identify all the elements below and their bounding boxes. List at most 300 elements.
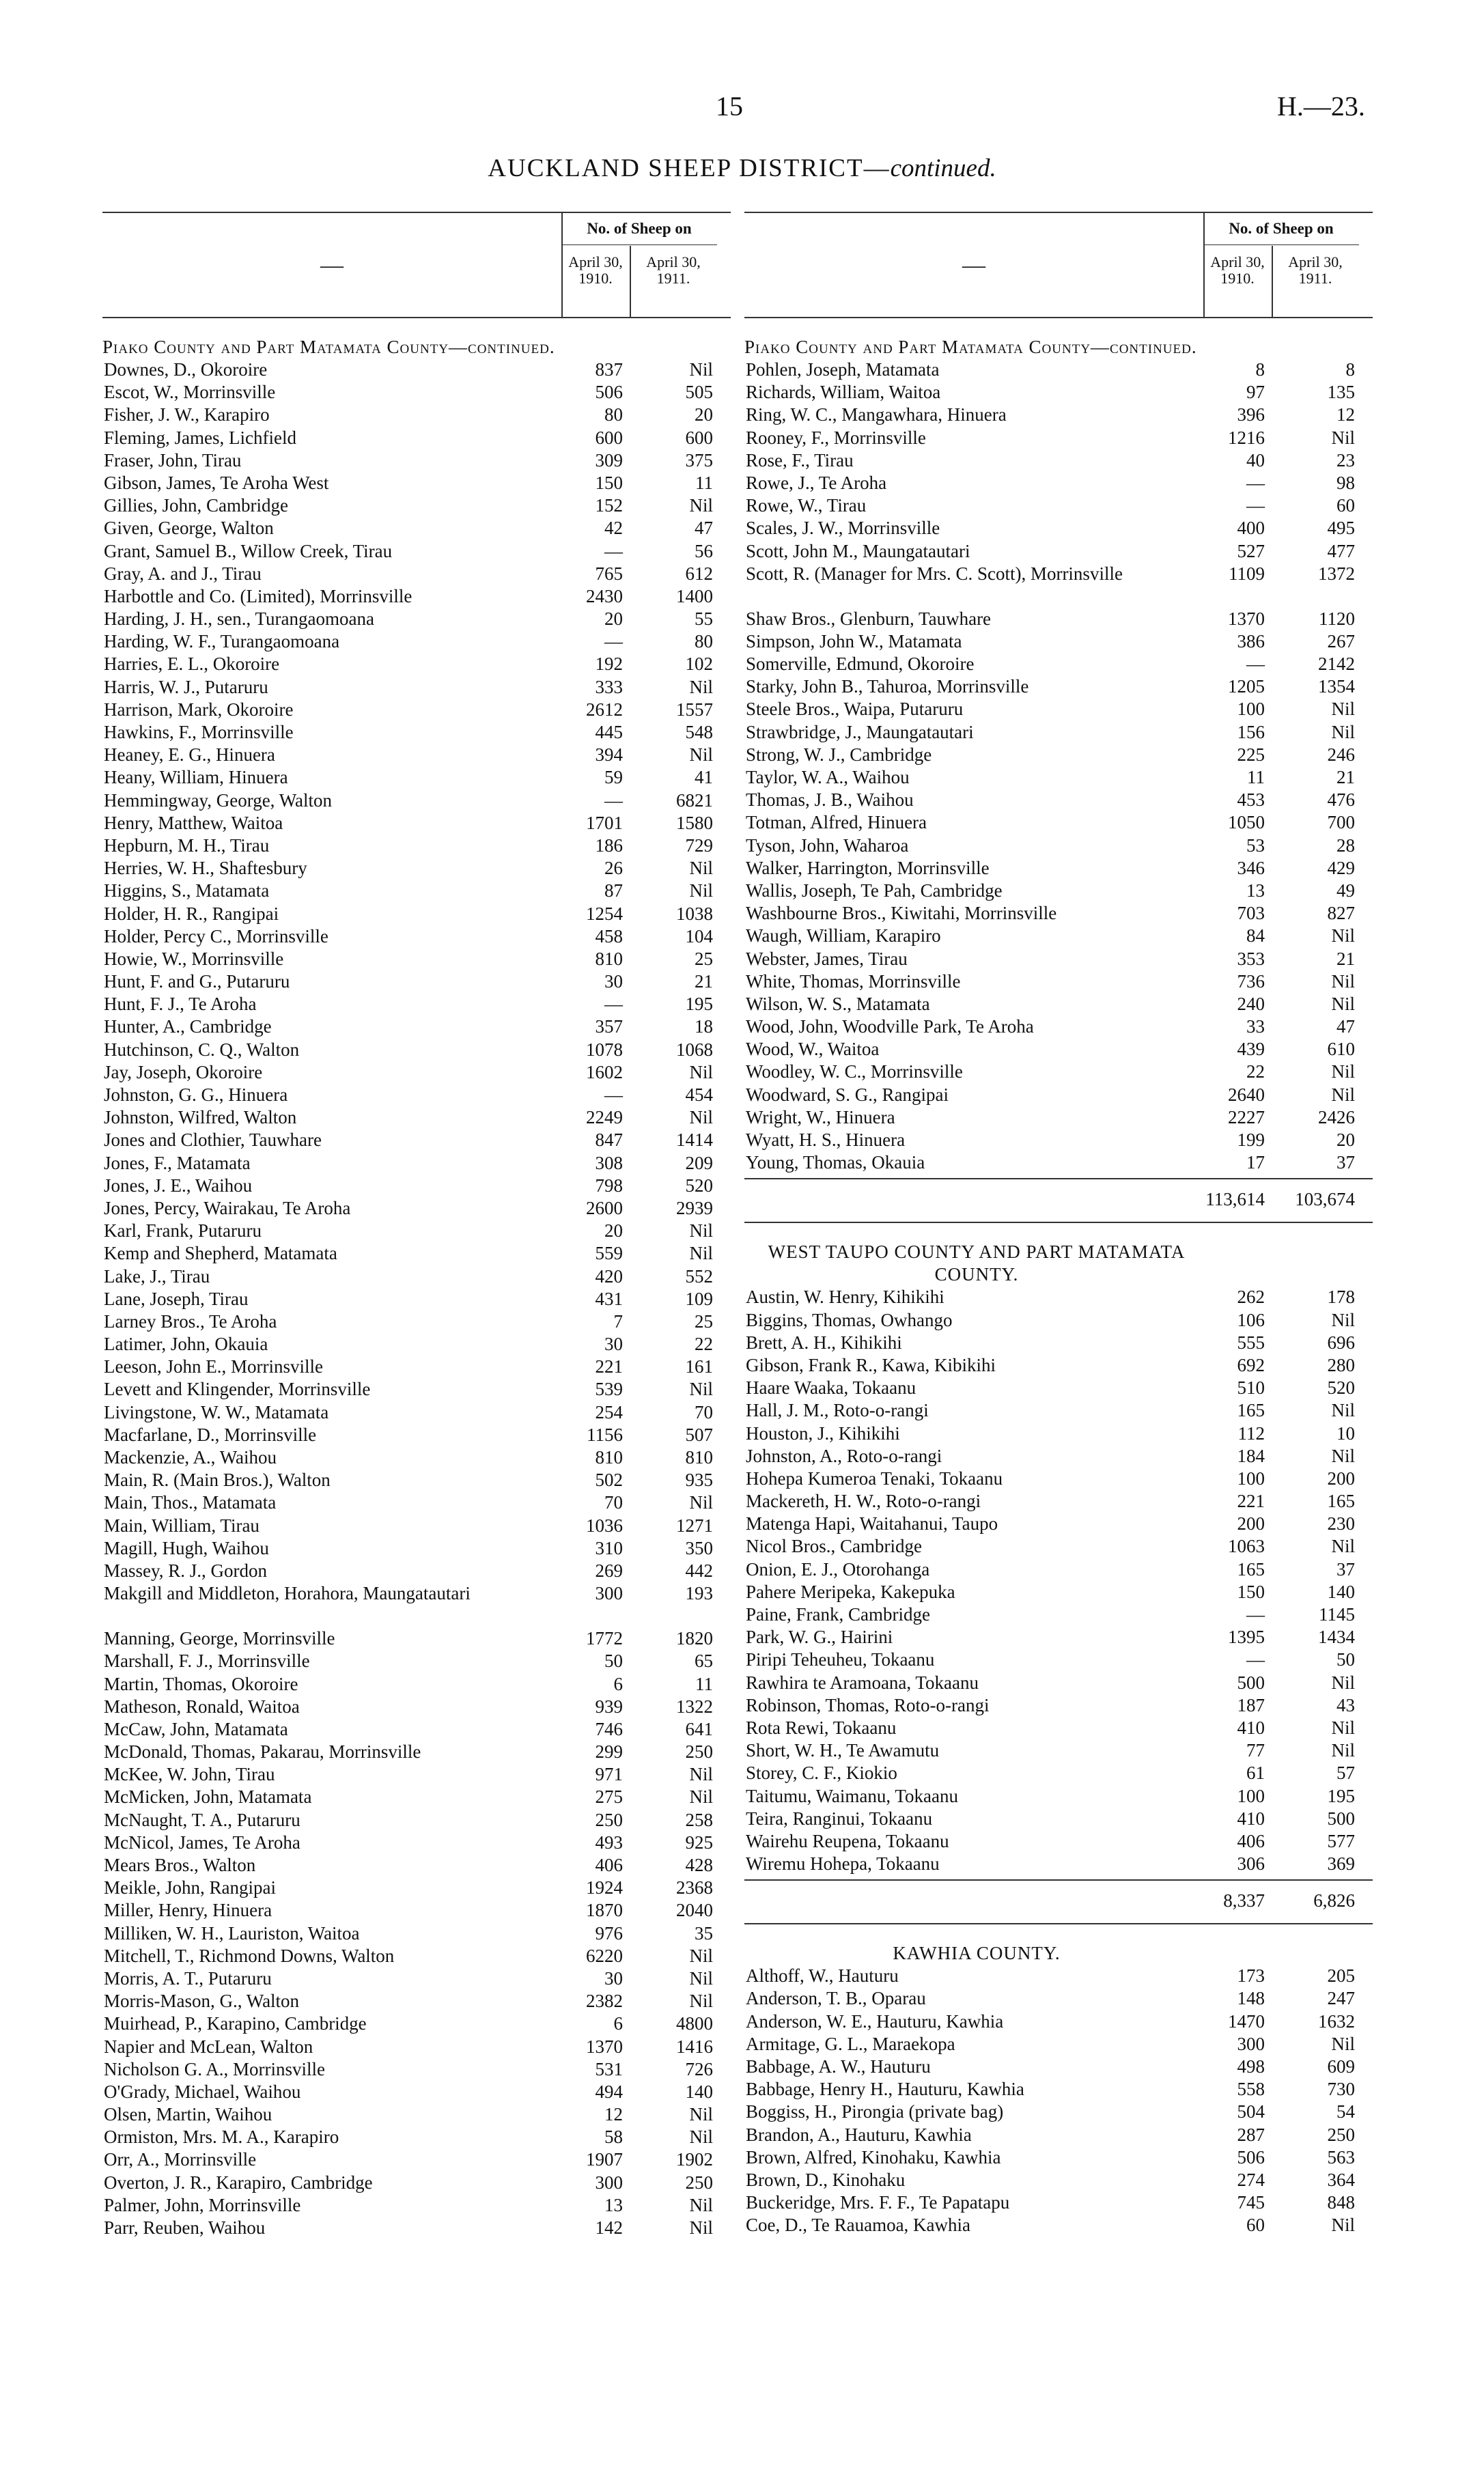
year-1910-header (1203, 254, 1272, 287)
sheep-count-header: No. of Sheep on (1203, 220, 1359, 245)
title-suffix: continued. (890, 154, 996, 182)
sheep-1910: 187 (1237, 1694, 1265, 1715)
sheep-1910: 17 (1246, 1152, 1265, 1173)
owner-name: Rose, F., Tirau (746, 449, 854, 471)
sheep-1911: 280 (1327, 1354, 1355, 1375)
sheep-1910: 498 (1237, 2056, 1265, 2077)
owner-name: Onion, E. J., Otorohanga (746, 1558, 930, 1580)
table-row (102, 789, 731, 812)
sheep-1911: 10 (1336, 1422, 1355, 1444)
owner-name: Brown, D., Kinohaku (746, 2169, 906, 2190)
sheep-1910: 50 (604, 1651, 623, 1672)
table-row (744, 1853, 1373, 1875)
sheep-1911: 140 (685, 2081, 713, 2102)
table-row (102, 1129, 731, 1151)
sheep-1910: 30 (604, 1334, 623, 1355)
owner-name: Wallis, Joseph, Te Pah, Cambridge (746, 880, 1003, 901)
sheep-1911: 250 (685, 1741, 713, 1763)
table-row (744, 675, 1373, 698)
table-row (102, 948, 731, 970)
sheep-1911: 500 (1327, 1808, 1355, 1829)
table-row (744, 2056, 1373, 2078)
owner-name: Mears Bros., Walton (104, 1855, 256, 1875)
table-row (744, 1717, 1373, 1739)
owner-name: Hunt, F. and G., Putaruru (104, 971, 290, 992)
sheep-1910: 333 (595, 676, 623, 697)
sheep-1910: 353 (1237, 948, 1265, 969)
table-row (744, 1649, 1373, 1671)
table-row (744, 744, 1373, 766)
sheep-1911: 827 (1327, 903, 1355, 924)
sheep-1910: 299 (595, 1741, 623, 1763)
table-row (102, 2217, 731, 2239)
table-row (744, 970, 1373, 993)
table-row (744, 993, 1373, 1015)
header-line: 1911. (656, 270, 690, 287)
table-row (102, 1220, 731, 1242)
table-row (102, 472, 731, 494)
table-row (102, 880, 731, 902)
owner-name: Hohepa Kumeroa Tenaki, Tokaanu (746, 1468, 1003, 1489)
sheep-1911: Nil (689, 1764, 713, 1785)
table-row (744, 1785, 1373, 1808)
sheep-1911: 505 (685, 382, 713, 403)
sheep-1911: Nil (689, 1243, 713, 1264)
sheep-1910: 287 (1237, 2124, 1265, 2145)
owner-name: Wright, W., Hinuera (746, 1106, 895, 1127)
sheep-1911: Nil (1331, 1740, 1355, 1761)
sheep-1911: 429 (1327, 857, 1355, 878)
owner-name: Olsen, Martin, Waihou (104, 2104, 272, 2125)
owner-name: McDonald, Thomas, Pakarau, Morrinsville (104, 1741, 421, 1763)
table-row (102, 1356, 731, 1378)
sheep-1911: 1354 (1318, 676, 1355, 697)
sheep-1911: Nil (1331, 699, 1355, 720)
sheep-1911: 23 (1336, 449, 1355, 471)
table-row (744, 811, 1373, 834)
table-row (102, 381, 731, 404)
table-row (744, 2214, 1373, 2236)
table-row (744, 1038, 1373, 1061)
header-line: April 30, (1210, 253, 1265, 270)
owner-name: Parr, Reuben, Waihou (104, 2217, 266, 2238)
table-row (744, 2010, 1373, 2033)
sheep-1910: 1156 (587, 1424, 623, 1445)
section-heading: KAWHIA COUNTY. (893, 1943, 1061, 1964)
sheep-1910: 600 (595, 427, 623, 448)
sheep-1910: 976 (595, 1922, 623, 1944)
sheep-1910: 406 (1237, 1830, 1265, 1851)
sheep-1911: 195 (1327, 1785, 1355, 1806)
sheep-1911: 18 (695, 1016, 713, 1037)
table-row (102, 1333, 731, 1356)
owner-name: Miller, Henry, Hinuera (104, 1900, 272, 1921)
owner-name: Storey, C. F., Kiokio (746, 1763, 897, 1784)
table-row (102, 608, 731, 630)
page-number: 15 (716, 91, 743, 122)
table-row (102, 630, 731, 653)
sheep-1910: 300 (595, 1583, 623, 1604)
table-row (102, 1015, 731, 1038)
sheep-1911: 1557 (676, 699, 713, 720)
sheep-1910: 2382 (586, 1991, 623, 2012)
owner-name: Jay, Joseph, Okoroire (104, 1061, 263, 1082)
sheep-1910: 559 (595, 1243, 623, 1264)
sheep-1911: 552 (685, 1265, 713, 1287)
sheep-1911: 104 (685, 925, 713, 946)
table-row (102, 585, 731, 608)
sheep-1911: 28 (1336, 835, 1355, 856)
sheep-1910: 837 (595, 359, 623, 380)
sheep-1911: 140 (1327, 1581, 1355, 1602)
sheep-1910: 502 (595, 1470, 623, 1491)
sheep-1911: Nil (1331, 1672, 1355, 1693)
sheep-1910: 1395 (1228, 1627, 1265, 1648)
sheep-1910: 199 (1237, 1130, 1265, 1150)
owner-name: Shaw Bros., Glenburn, Tauwhare (746, 608, 992, 629)
sheep-1910: 2227 (1228, 1106, 1265, 1127)
sheep-1910: 100 (1237, 1785, 1265, 1806)
table-row (744, 1354, 1373, 1377)
table-row (102, 1537, 731, 1560)
owner-name: Heany, William, Hinuera (104, 767, 288, 788)
table-row (744, 766, 1373, 789)
table-row (744, 1513, 1373, 1535)
owner-name: Taylor, W. A., Waihou (746, 767, 910, 787)
sheep-1911: 935 (685, 1470, 713, 1491)
header-dash: — (320, 253, 344, 278)
sheep-1911: Nil (1331, 925, 1355, 946)
table-row (102, 517, 731, 539)
total-row (744, 1879, 1373, 1924)
owner-name: Nicol Bros., Cambridge (746, 1536, 922, 1557)
sheep-1911: 2040 (676, 1900, 713, 1921)
table-row (102, 1763, 731, 1786)
sheep-1910: 1470 (1228, 2010, 1265, 2032)
owner-name: Napier and McLean, Walton (104, 2036, 313, 2057)
sheep-1910: 504 (1237, 2101, 1265, 2122)
sheep-1911: Nil (689, 2104, 713, 2125)
owner-name: Young, Thomas, Okauia (746, 1152, 925, 1173)
sheep-1911: 247 (1327, 1988, 1355, 2009)
sheep-1910: 2430 (586, 585, 623, 606)
table-row (744, 2101, 1373, 2123)
owner-name: Morris, A. T., Putaruru (104, 1967, 272, 1989)
header-line: 1910. (578, 270, 613, 287)
table-row (102, 2036, 731, 2058)
sheep-1911: 1400 (676, 585, 713, 606)
sheep-1910: 420 (595, 1265, 623, 1287)
sheep-1911: Nil (689, 858, 713, 879)
sheep-1911: 495 (1327, 518, 1355, 539)
table-row (102, 1288, 731, 1310)
table-row (744, 1106, 1373, 1129)
sheep-1910: 346 (1237, 857, 1265, 878)
table-row (744, 1399, 1373, 1422)
sheep-1910: 84 (1246, 925, 1265, 946)
table-row (102, 1401, 731, 1424)
year-1911-header (1272, 254, 1359, 287)
sheep-1910: 61 (1246, 1763, 1265, 1784)
owner-name: Macfarlane, D., Morrinsville (104, 1424, 317, 1445)
owner-name: Ormiston, Mrs. M. A., Karapiro (104, 2127, 339, 2148)
sheep-1911: 25 (695, 1310, 713, 1332)
owner-name: Biggins, Thomas, Owhango (746, 1309, 953, 1330)
owner-name: Karl, Frank, Putaruru (104, 1220, 262, 1242)
sheep-1910: 33 (1246, 1016, 1265, 1037)
table-row (102, 993, 731, 1015)
sheep-1911: 1372 (1318, 563, 1355, 584)
owner-name: Anderson, T. B., Oparau (746, 1988, 926, 2009)
sheep-1910: 150 (1237, 1581, 1265, 1602)
owner-name: Thomas, J. B., Waihou (746, 789, 914, 811)
sheep-1910: 13 (1246, 880, 1265, 901)
owner-name: Houston, J., Kihikihi (746, 1422, 900, 1444)
sheep-1910: 539 (595, 1379, 623, 1400)
sheep-1910: 439 (1237, 1039, 1265, 1060)
table-row (102, 1152, 731, 1175)
total-1910: 113,614 (1205, 1189, 1265, 1210)
sheep-1911: 37 (1336, 1152, 1355, 1173)
owner-name: Main, R. (Main Bros.), Walton (104, 1470, 331, 1491)
sheep-1910: 59 (604, 767, 623, 788)
table-row (102, 2126, 731, 2148)
table-row (744, 1309, 1373, 1332)
sheep-1911: 1068 (676, 1039, 713, 1060)
owner-name: Harries, E. L., Okoroire (104, 654, 280, 675)
sheep-1911: 35 (695, 1922, 713, 1944)
sheep-1910: — (1246, 472, 1265, 493)
owner-name: Richards, William, Waitoa (746, 382, 941, 403)
sheep-1911: 520 (685, 1175, 713, 1196)
sheep-1911: 246 (1327, 744, 1355, 765)
sheep-1910: 1050 (1228, 812, 1265, 833)
owner-name: Anderson, W. E., Hauturu, Kawhia (746, 2010, 1004, 2032)
page-reference: H.—23. (1277, 91, 1365, 122)
table-row (102, 2172, 731, 2194)
owner-name: Wood, John, Woodville Park, Te Aroha (746, 1016, 1034, 1037)
owner-name: Johnston, A., Roto-o-rangi (746, 1445, 942, 1466)
sheep-1910: 6 (613, 2013, 623, 2034)
sheep-1910: 357 (595, 1016, 623, 1037)
table-row (102, 494, 731, 517)
sheep-1911: 442 (685, 1560, 713, 1581)
table-row (744, 1694, 1373, 1717)
owner-name: Wood, W., Waitoa (746, 1039, 880, 1060)
owner-name: Massey, R. J., Gordon (104, 1560, 267, 1581)
sheep-1911: 56 (695, 540, 713, 561)
sheep-1911: 726 (685, 2058, 713, 2079)
table-row (744, 1987, 1373, 2010)
sheep-1910: 506 (1237, 2146, 1265, 2168)
table-row (102, 1718, 731, 1741)
table-row (102, 925, 731, 948)
table-row (102, 1854, 731, 1877)
sheep-1910: 1063 (1228, 1536, 1265, 1557)
left-column (102, 212, 731, 2239)
table-row (102, 404, 731, 426)
table-row (744, 1739, 1373, 1762)
sheep-1911: 2142 (1318, 654, 1355, 675)
sheep-1911: Nil (689, 2194, 713, 2215)
sheep-1911: 20 (1336, 1130, 1355, 1150)
sheep-1910: 458 (595, 925, 623, 946)
sheep-1911: 55 (695, 608, 713, 630)
owner-name: Gibson, James, Te Aroha West (104, 472, 329, 493)
sheep-1911: Nil (1331, 1084, 1355, 1105)
section-heading: WEST TAUPO COUNTY AND PART MATAMATA COUNTY. (768, 1242, 1186, 1285)
owner-name: Scott, R. (Manager for Mrs. C. Scott), Morrinsville (746, 563, 1123, 584)
sheep-1910: 97 (1246, 382, 1265, 403)
sheep-1910: 406 (595, 1855, 623, 1875)
table-row (744, 1830, 1373, 1853)
sheep-1910: 1216 (1228, 427, 1265, 448)
owner-name: Lane, Joseph, Tirau (104, 1288, 249, 1309)
sheep-1911: 65 (695, 1651, 713, 1672)
owner-name: Makgill and Middleton, Horahora, Maungatautari (104, 1583, 471, 1604)
sheep-1910: — (604, 540, 623, 561)
sheep-1911: Nil (689, 1991, 713, 2012)
sheep-1910: 531 (595, 2058, 623, 2079)
sheep-1910: 13 (604, 2194, 623, 2215)
sheep-1911: 161 (685, 1356, 713, 1377)
owner-name: Gray, A. and J., Tirau (104, 563, 262, 584)
sheep-1911: 250 (685, 2172, 713, 2193)
sheep-1910: 1254 (586, 903, 623, 924)
owner-name: Althoff, W., Hauturu (746, 1965, 899, 1987)
owner-name: McKee, W. John, Tirau (104, 1764, 275, 1785)
sheep-1910: 152 (595, 495, 623, 516)
sheep-1910: — (604, 789, 623, 811)
sheep-1911: 2368 (676, 1877, 713, 1898)
owner-name: Woodley, W. C., Morrinsville (746, 1061, 963, 1082)
owner-name: Armitage, G. L., Maraekopa (746, 2033, 955, 2054)
total-1911: 6,826 (1313, 1890, 1355, 1911)
sheep-1911: 22 (695, 1334, 713, 1355)
header-line: April 30, (568, 253, 623, 270)
table-row (744, 427, 1373, 449)
table-row (102, 359, 731, 381)
table-row (744, 698, 1373, 720)
sheep-1910: 309 (595, 449, 623, 471)
sheep-1910: 500 (1237, 1672, 1265, 1693)
sheep-1911: Nil (689, 1786, 713, 1808)
sheep-1910: 225 (1237, 744, 1265, 765)
owner-name: McNaught, T. A., Putaruru (104, 1809, 300, 1830)
owner-name: Fisher, J. W., Karapiro (104, 404, 270, 425)
owner-name: Henry, Matthew, Waitoa (104, 812, 283, 833)
owner-name: McMicken, John, Matamata (104, 1786, 312, 1808)
owner-name: Harbottle and Co. (Limited), Morrinsville (104, 585, 412, 606)
sheep-1911: 612 (685, 563, 713, 584)
owner-name: McNicol, James, Te Aroha (104, 1832, 300, 1853)
owner-name: Heaney, E. G., Hinuera (104, 744, 275, 766)
sheep-1910: 148 (1237, 1988, 1265, 2009)
sheep-1910: 810 (595, 948, 623, 969)
sheep-1910: 1078 (586, 1039, 623, 1060)
table-row (102, 721, 731, 744)
owner-name: Teira, Ranginui, Tokaanu (746, 1808, 933, 1829)
sheep-1910: — (1246, 1649, 1265, 1670)
sheep-1910: 445 (595, 722, 623, 742)
sheep-1910: 308 (595, 1152, 623, 1173)
page-title (0, 154, 1484, 183)
table-row (102, 1310, 731, 1333)
owner-name: Mackereth, H. W., Roto-o-rangi (746, 1491, 981, 1512)
table-row (102, 2058, 731, 2081)
sheep-1911: 47 (1336, 1016, 1355, 1037)
sheep-1911: 477 (1327, 540, 1355, 561)
sheep-1911: 600 (685, 427, 713, 448)
table-row (744, 608, 1373, 630)
sheep-1910: 558 (1237, 2079, 1265, 2100)
owner-name: Babbage, A. W., Hauturu (746, 2056, 931, 2077)
table-row (102, 1673, 731, 1696)
owner-name: Harding, J. H., sen., Turangaomoana (104, 608, 374, 630)
owner-name: Palmer, John, Morrinsville (104, 2194, 301, 2215)
owner-name: Buckeridge, Mrs. F. F., Te Papatapu (746, 2192, 1010, 2213)
owner-name: Fraser, John, Tirau (104, 449, 242, 471)
sheep-1911: Nil (1331, 2033, 1355, 2054)
table-row (102, 970, 731, 993)
owner-name: Manning, George, Morrinsville (104, 1628, 335, 1649)
sheep-1910: 42 (604, 518, 623, 539)
sheep-1910: 431 (595, 1288, 623, 1309)
owner-name: Brett, A. H., Kihikihi (746, 1332, 902, 1353)
sheep-1910: 971 (595, 1764, 623, 1785)
table-row (744, 1672, 1373, 1694)
sheep-1910: 184 (1237, 1445, 1265, 1466)
sheep-1911: 1416 (676, 2036, 713, 2057)
sheep-1911: Nil (689, 880, 713, 901)
sheep-1910: 186 (595, 835, 623, 856)
sheep-1910: 453 (1237, 789, 1265, 811)
sheep-1911: Nil (689, 1967, 713, 1989)
owner-name: Scales, J. W., Morrinsville (746, 518, 940, 539)
sheep-1910: 746 (595, 1718, 623, 1739)
table-row (102, 2081, 731, 2103)
title-text: AUCKLAND SHEEP DISTRICT— (488, 154, 891, 182)
table-row (102, 1242, 731, 1265)
owner-name: Somerville, Edmund, Okoroire (746, 654, 975, 675)
owner-name: Matheson, Ronald, Waitoa (104, 1696, 300, 1717)
sheep-1910: 53 (1246, 835, 1265, 856)
table-row (744, 880, 1373, 902)
sheep-1910: — (604, 1084, 623, 1105)
sheep-1910: 745 (1237, 2192, 1265, 2213)
owner-name: Higgins, S., Matamata (104, 880, 270, 901)
owner-name: Muirhead, P., Karapino, Cambridge (104, 2013, 367, 2034)
sheep-1911: 641 (685, 1718, 713, 1739)
owner-name: Starky, John B., Tahuroa, Morrinsville (746, 676, 1029, 697)
sheep-1910: 493 (595, 1832, 623, 1853)
table-row (744, 1445, 1373, 1468)
sheep-1911: Nil (689, 744, 713, 766)
owner-name: Boggiss, H., Pirongia (private bag) (746, 2101, 1004, 2122)
sheep-1910: 300 (1237, 2033, 1265, 2054)
sheep-1910: 240 (1237, 993, 1265, 1014)
sheep-1910: 765 (595, 563, 623, 584)
owner-name: Orr, A., Morrinsville (104, 2149, 257, 2170)
sheep-1911: Nil (1331, 2215, 1355, 2236)
owner-name: Matenga Hapi, Waitahanui, Taupo (746, 1513, 998, 1534)
sheep-1910: 58 (604, 2127, 623, 2148)
sheep-1911: Nil (689, 1945, 713, 1966)
table-row (102, 766, 731, 789)
sheep-1910: 300 (595, 2172, 623, 2193)
sheep-1911: 47 (695, 518, 713, 539)
sheep-1911: 1632 (1318, 2010, 1355, 2032)
